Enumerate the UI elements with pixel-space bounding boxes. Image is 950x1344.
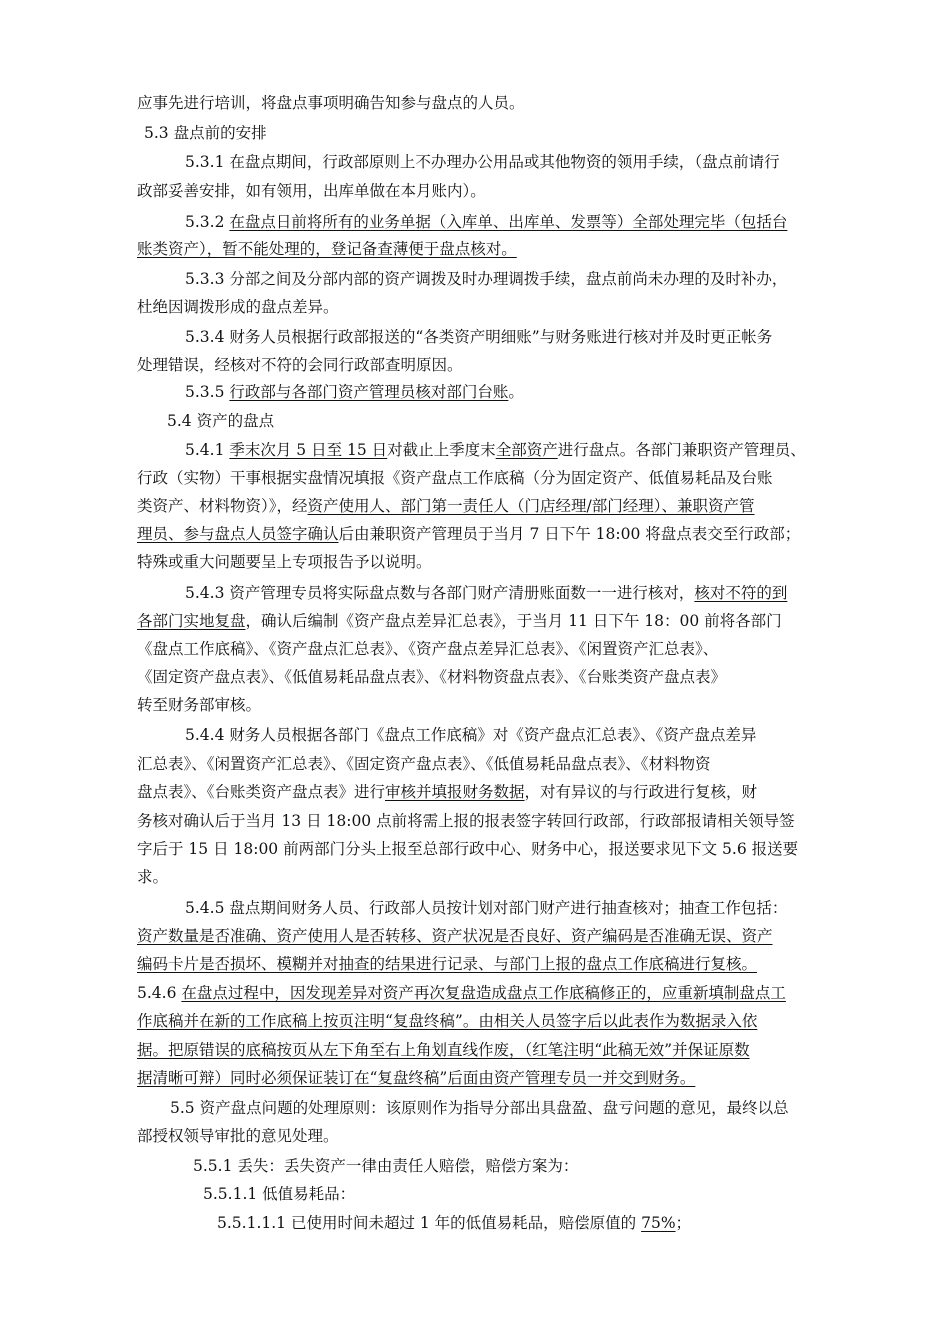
text-line: 5.5.1.1 低值易耗品： xyxy=(203,1185,356,1203)
section-heading: 5.4 资产的盘点 xyxy=(167,412,275,430)
text-line: 5.4.1 季末次月 5 日至 15 日对截止上季度末全部资产进行盘点。各部门兼职资产管理员、 xyxy=(185,441,806,459)
text-line: 盘点表》、《台账类资产盘点表》进行审核并填报财务数据，对有异议的与行政进行复核，财 xyxy=(137,783,758,801)
text-line: 处理错误，经核对不符的会同行政部查明原因。 xyxy=(137,356,463,374)
text-line: 5.4.4 财务人员根据各部门《盘点工作底稿》对《资产盘点汇总表》、《资产盘点差异 xyxy=(185,726,757,744)
text-line: 杜绝因调拨形成的盘点差异。 xyxy=(137,298,339,316)
text-line: 5.3.2 在盘点日前将所有的业务单据（入库单、出库单、发票等）全部处理完毕（包括台 xyxy=(185,213,788,231)
text-line: 资产数量是否准确、资产使用人是否转移、资产状况是否良好、资产编码是否准确无误、资产 xyxy=(137,927,773,945)
text-line: 5.5.1.1.1 已使用时间未超过 1 年的低值易耗品，赔偿原值的 75%； xyxy=(217,1214,692,1232)
text-line: 5.4.5 盘点期间财务人员、行政部人员按计划对部门财产进行抽查核对；抽查工作包括： xyxy=(185,899,788,917)
text-line: 编码卡片是否损坏、模糊并对抽查的结果进行记录、与部门上报的盘点工作底稿进行复核。 xyxy=(137,955,758,973)
text-line: 转至财务部审核。 xyxy=(137,696,262,714)
text-line: 5.3.1 在盘点期间，行政部原则上不办理办公用品或其他物资的领用手续，（盘点前请行 xyxy=(185,153,780,171)
text-line: 据清晰可辩）同时必须保证装订在“复盘终稿”后面由资产管理专员一并交到财务。 xyxy=(137,1069,696,1087)
text-line: 求。 xyxy=(137,868,169,886)
text-line: 汇总表》、《闲置资产汇总表》、《固定资产盘点表》、《低值易耗品盘点表》、《材料物资 xyxy=(137,755,711,773)
text-line: 5.3.5 行政部与各部门资产管理员核对部门台账。 xyxy=(185,383,524,401)
text-line: 5.5 资产盘点问题的处理原则：该原则作为指导分部出具盘盈、盘亏问题的意见，最终以总 xyxy=(170,1099,789,1117)
text-line: 《固定资产盘点表》、《低值易耗品盘点表》、《材料物资盘点表》、《台账类资产盘点表》 xyxy=(137,668,727,686)
text-line: 5.4.6 在盘点过程中，因发现差异对资产再次复盘造成盘点工作底稿修正的，应重新填制盘点工 xyxy=(137,984,786,1002)
text-line: 行政（实物）干事根据实盘情况填报《资产盘点工作底稿（分为固定资产、低值易耗品及台账 xyxy=(137,469,773,487)
text-line: 《盘点工作底稿》、《资产盘点汇总表》、《资产盘点差异汇总表》、《闲置资产汇总表》、 xyxy=(137,640,719,658)
text-line: 5.4.3 资产管理专员将实际盘点数与各部门财产清册账面数一一进行核对，核对不符的到 xyxy=(185,584,788,602)
text-line: 据。把原错误的底稿按页从左下角至右上角划直线作废，（红笔注明“此稿无效”并保证原数 xyxy=(137,1041,750,1059)
section-heading: 5.3 盘点前的安排 xyxy=(144,124,267,142)
text-line: 5.3.3 分部之间及分部内部的资产调拨及时办理调拨手续，盘点前尚未办理的及时补办， xyxy=(185,270,788,288)
text-line: 字后于 15 日 18:00 前两部门分头上报至总部行政中心、财务中心，报送要求见下文 5.6 报送要 xyxy=(137,840,799,858)
text-line: 部授权领导审批的意见处理。 xyxy=(137,1127,339,1145)
text-line: 作底稿并在新的工作底稿上按页注明“复盘终稿”。由相关人员签字后以此表作为数据录入依 xyxy=(137,1012,758,1030)
text-line: 5.5.1 丢失：丢失资产一律由责任人赔偿，赔偿方案为： xyxy=(193,1157,579,1175)
text-line: 各部门实地复盘，确认后编制《资产盘点差异汇总表》，于当月 11 日下午 18：00 前将各部门 xyxy=(137,612,782,630)
text-line: 应事先进行培训，将盘点事项明确告知参与盘点的人员。 xyxy=(137,94,525,112)
text-line: 账类资产），暂不能处理的，登记备查薄便于盘点核对。 xyxy=(137,240,517,258)
text-line: 理员、参与盘点人员签字确认后由兼职资产管理员于当月 7 日下午 18:00 将盘点表交至行政部； xyxy=(137,525,801,543)
text-line: 政部妥善安排，如有领用，出库单做在本月账内）。 xyxy=(137,182,486,200)
text-line: 5.3.4 财务人员根据行政部报送的“各类资产明细账”与财务账进行核对并及时更正帐务 xyxy=(185,328,773,346)
text-line: 特殊或重大问题要呈上专项报告予以说明。 xyxy=(137,553,432,571)
text-line: 类资产、材料物资）》，经资产使用人、部门第一责任人（门店经理/部门经理）、兼职资产管 xyxy=(137,497,755,515)
text-line: 务核对确认后于当月 13 日 18:00 点前将需上报的报表签字转回行政部，行政部报请相关领导签 xyxy=(137,812,795,830)
